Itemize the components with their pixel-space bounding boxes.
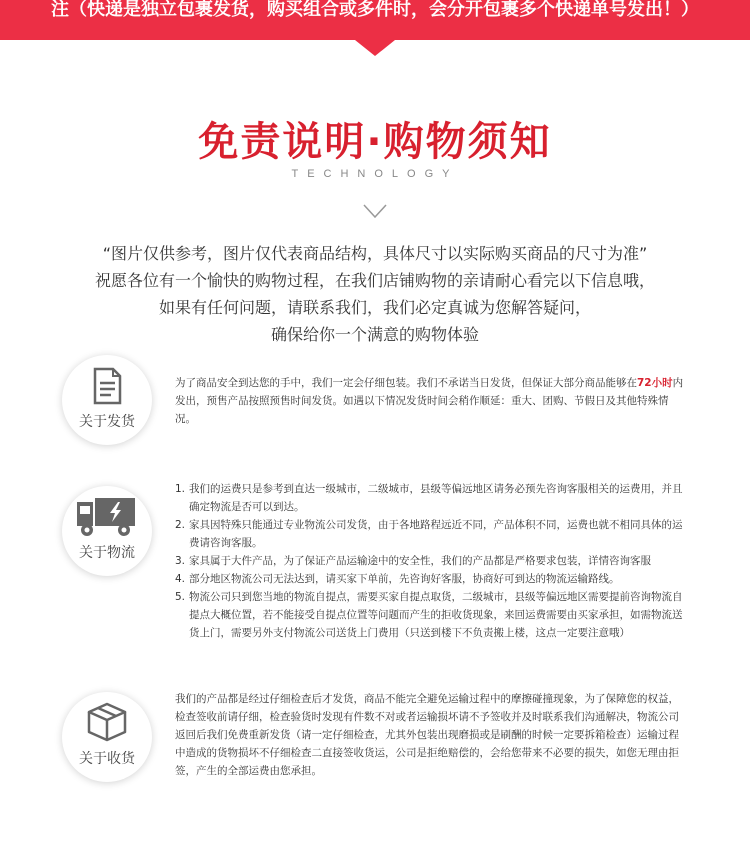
list-item-text: 家具因特殊只能通过专业物流公司发货，由于各地路程远近不同，产品体积不同，运费也就不相同具体的运费请咨询客服。 [189,519,683,549]
logistics-list [175,480,685,642]
shipping-label: 关于发货 [79,414,135,430]
list-item [175,570,685,588]
list-item-number: 2. [175,519,186,531]
intro-line: “图片仅供参考，图片仅代表商品结构，具体尺寸以实际购买商品的尺寸为准” [102,244,648,263]
intro-line: 如果有任何问题，请联系我们，我们必定真诚为您解答疑问， [158,298,591,317]
truck-icon [76,498,138,540]
page-subtitle: TECHNOLOGY [291,168,459,180]
list-item-text: 我们的运费只是参考到直达一级城市，二级城市，县级等偏远地区请务必预先咨询客服相关的运费用，并且确定物流是否可以到达。 [189,483,683,513]
notice-banner-text: 注（快递是独立包裹发货，购买组合或多件时，会分开包裹多个快递单号发出！） [51,0,699,20]
list-item-number: 4. [175,573,186,585]
list-item-text: 部分地区物流公司无法达到，请买家下单前，先咨询好客服，协商好可到达的物流运输路线。 [189,573,620,585]
chevron-down-icon [363,203,387,219]
notice-banner [0,0,750,40]
shipping-text-before: 为了商品安全到达您的手中，我们一定会仔细包装。我们不承诺当日发货，但保证大部分商品能够在 [175,377,637,389]
list-item-number: 5. [175,591,186,603]
receiving-badge [62,692,152,782]
list-item [175,516,685,552]
list-item-text: 物流公司只到您当地的物流自提点，需要买家自提点取货，二级城市，县级等偏远地区需要提前咨询物流自提点大概位置，若不能接受自提点位置等问题而产生的拒收货现象，来回运费需要由买家承担，如需物流送货上门，需要另外支付物流公司送货上门费用（只送到楼下不负责搬上楼，这点一定要注意哦） [189,591,683,639]
shipping-badge [62,355,152,445]
intro-line: 祝愿各位有一个愉快的购物过程，在我们店铺购物的亲请耐心看完以下信息哦， [94,271,655,290]
receiving-label: 关于收货 [79,751,135,767]
package-icon [85,701,129,743]
logistics-label: 关于物流 [79,545,135,561]
logistics-badge [62,486,152,576]
shipping-text-after: 内发出，预售产品按照预售时间发货。如遇以下情况发货时间会稍作顺延：重大、团购、节假日及其他特殊情况。 [175,377,684,425]
intro-line: 确保给你一个满意的购物体验 [270,325,479,344]
list-item-text: 家具属于大件产品，为了保证产品运输途中的安全性，我们的产品都是严格要求包装，详情咨询客服 [189,555,651,567]
shipping-highlight: 72小时 [637,377,673,389]
receiving-text: 我们的产品都是经过仔细检查后才发货，商品不能完全避免运输过程中的摩擦碰撞现象，为了保障您的权益，检查签收前请仔细，检查验货时发现有件数不对或者运输损坏请不予签收并及时联系我们沟通解决，物流公司返回后我们免费重新发货（请一定仔细检查，尤其外包装出现磨损或是刷酬的时候一定要拆箱检查）运输过程中造成的货物损坏不仔细检查二直接签收货运，公司是拒绝赔偿的，会给您带来不必要的损失，如您无理由拒签，产生的全部运费由您承担。 [175,693,679,777]
list-item [175,588,685,642]
intro-text [0,240,750,348]
list-item-number: 1. [175,483,186,495]
list-item [175,480,685,516]
list-item [175,552,685,570]
page-title: 免责说明·购物须知 [198,119,552,165]
document-icon [87,365,127,407]
list-item-number: 3. [175,555,186,567]
shipping-text [175,374,685,428]
banner-arrow [355,40,395,56]
